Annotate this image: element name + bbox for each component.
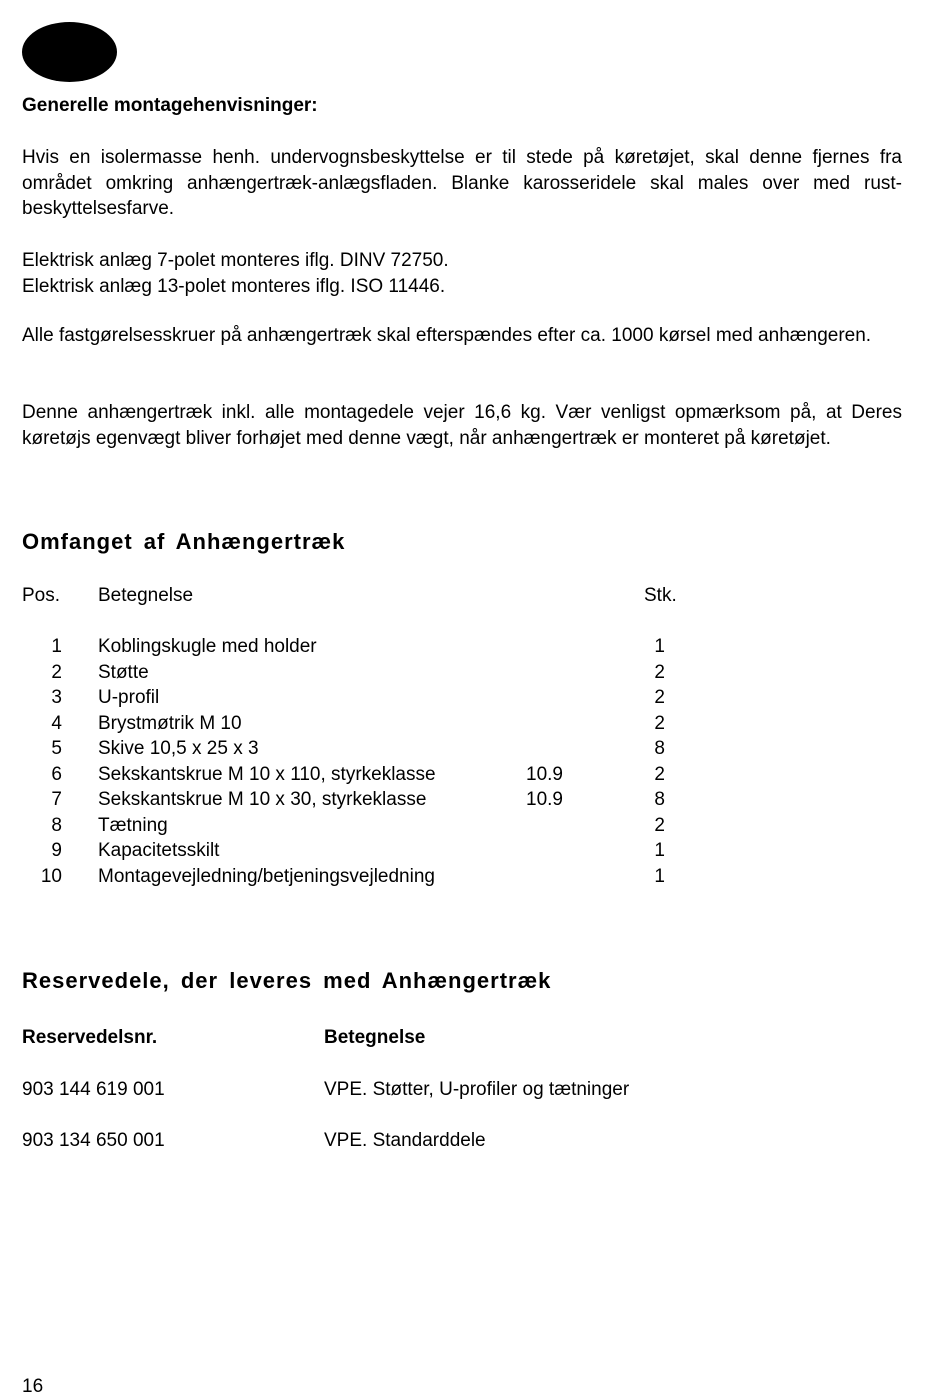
scope-table-header [0,583,700,609]
table-row: 2 Støtte 2 [51,662,665,683]
header-designation: Betegnelse [98,585,194,606]
general-paragraph-retighten: Alle fastgørelsesskruer på anhængertræk skal efterspændes efter ca. 1000 kørsel med anhængeren. [22,325,872,346]
header-qty: Stk. [644,585,677,606]
table-row: 8 Tætning 2 [51,815,665,836]
scope-title: Omfanget af Anhængertræk [22,529,346,554]
header-pos: Pos. [22,585,61,606]
electrical-13-pole: Elektrisk anlæg 13-polet monteres iflg. ISO 11446. [22,275,446,297]
table-row: 903 134 650 001 VPE. Standarddele [22,1130,486,1151]
table-row: 3 U-profil 2 [51,687,665,708]
table-row: 4 Brystmøtrik M 10 2 [51,713,665,734]
header-spare-number: Reservedelsnr. [22,1027,158,1048]
table-row: 903 144 619 001 VPE. Støtter, U-profiler og tætninger [22,1079,630,1100]
black-oval-badge [22,22,117,82]
page-number: 16 [22,1376,44,1397]
general-paragraph-weight: Denne anhængertræk inkl. alle montagedele vejer 16,6 kg. Vær venligst opmærksom på, at Deres køretøjs egenvægt bliver forhøjet med denne vægt, når anhængertræk er monteret på køretøjet. [22,402,902,449]
spares-table-header [0,1025,900,1051]
table-row: 1 Koblingskugle med holder 1 [51,636,665,657]
table-row: 10 Montagevejledning/betjeningsvejledning 1 [40,866,665,887]
electrical-7-pole: Elektrisk anlæg 7-polet monteres iflg. DINV 72750. [22,250,449,271]
general-heading: Generelle montagehenvisninger: [22,95,318,116]
table-row: 7 Sekskantskrue M 10 x 30, styrkeklasse 10.9 8 [51,789,665,810]
table-row: 5 Skive 10,5 x 25 x 3 8 [51,738,665,759]
table-row: 6 Sekskantskrue M 10 x 110, styrkeklasse 10.9 2 [51,764,665,785]
header-spare-designation: Betegnelse [324,1027,426,1048]
spares-title: Reservedele, der leveres med Anhængertræk [22,968,552,993]
table-row: 9 Kapacitetsskilt 1 [51,840,665,861]
general-paragraph-undercoating: Hvis en isolermasse henh. undervognsbeskyttelse er til stede på køretøjet, skal denne fjernes fra området omkring anhængertræk-anlægsfladen. Blanke karosseridele skal males over med rust-beskyttelsesfarve. [22,147,902,220]
general-paragraph-electrical [22,248,902,299]
